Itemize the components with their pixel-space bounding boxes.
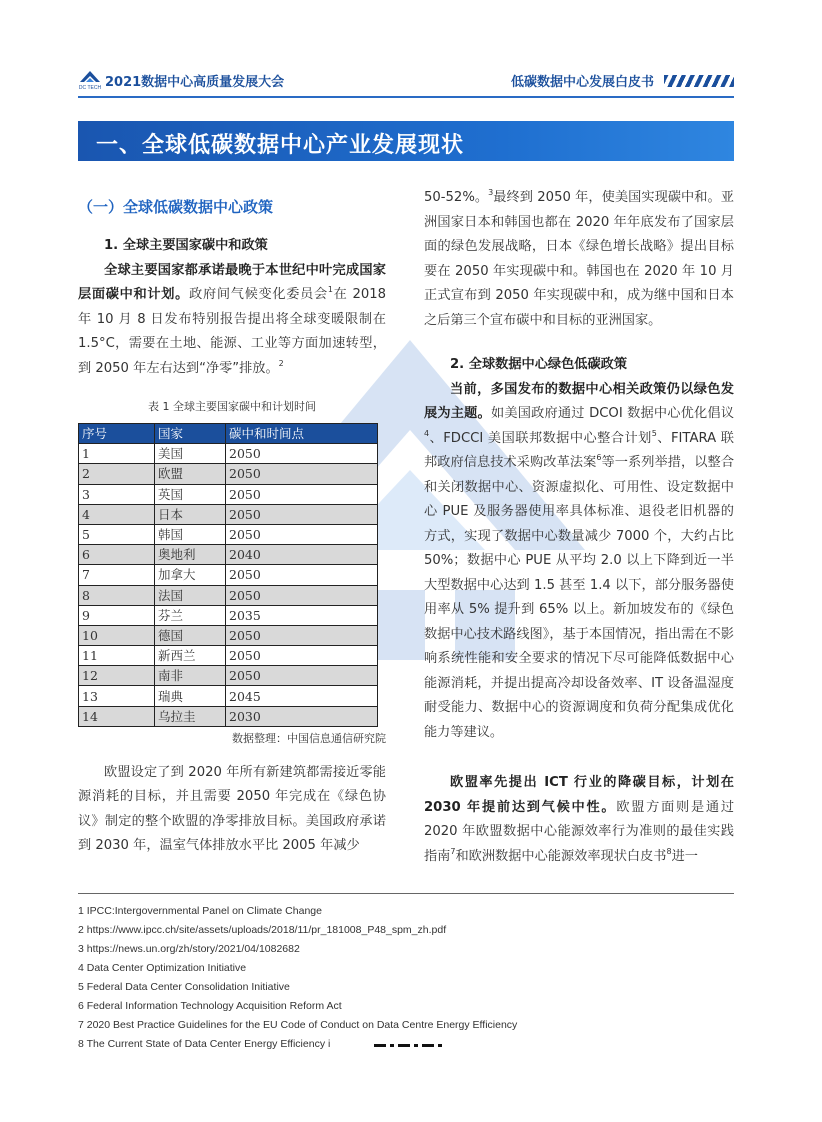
table-row (79, 585, 378, 605)
year-cell: 2050 (226, 524, 378, 544)
paragraph-text: 最终到 2050 年，使美国实现碳中和。亚洲国家日本和韩国也都在 2020 年年底发布了国家层面的绿色发展战略，日本《绿色增长战略》提出目标要在 2050 年实现碳中和。韩国也在 2020 年 10 月正式宣布到 2050 年实现碳中和，成为继中国和日本之后第三个宣布碳中和目标的亚洲国家。 (424, 190, 734, 328)
country-cell: 乌拉圭 (155, 706, 226, 726)
table-row (79, 524, 378, 544)
paragraph-text: 、FDCCI 美国联邦数据中心整合计划 (429, 430, 652, 446)
year-cell: 2050 (226, 504, 378, 524)
table-row (79, 625, 378, 645)
table-row (79, 706, 378, 726)
footnote-item[interactable]: 3 https://news.un.org/zh/story/2021/04/1082682 (78, 943, 300, 955)
column-header: 序号 (79, 424, 155, 444)
country-cell: 芬兰 (155, 605, 226, 625)
footnote-ref[interactable]: 2 (278, 358, 284, 368)
left-column (78, 194, 386, 859)
table-source: 数据整理：中国信息通信研究院 (232, 731, 386, 745)
footnote-ref[interactable]: 8 (666, 846, 672, 856)
footnote-item: 8 The Current State of Data Center Energy Efficiency i (78, 1038, 331, 1050)
column-header: 碳中和时间点 (226, 424, 378, 444)
footnote-item: 4 Data Center Optimization Initiative (78, 962, 247, 974)
paragraph-text: 、FITARA 联邦政府信息技术采购改革法案 (424, 430, 734, 470)
paragraph-text: 政府间气候变化委员会 (189, 287, 328, 302)
table-row (79, 545, 378, 565)
subsection-heading-carbon-neutral: 1. 全球主要国家碳中和政策 (104, 238, 268, 253)
paragraph-lead: 全球主要国家都承诺最晚于本世纪中叶完成国家层面碳中和计划。 (78, 262, 386, 302)
row-index-cell: 3 (79, 484, 155, 504)
footnote-item: 5 Federal Data Center Consolidation Initiative (78, 981, 290, 993)
footnote-item: 1 IPCC:Intergovernmental Panel on Climate Change (78, 905, 322, 917)
row-index-cell: 12 (79, 666, 155, 686)
document-title-group (511, 71, 734, 90)
table-row (79, 484, 378, 504)
table-caption: 表 1 全球主要国家碳中和计划时间 (148, 400, 316, 413)
country-cell: 南非 (155, 666, 226, 686)
country-cell: 法国 (155, 585, 226, 605)
footnote-ref[interactable]: 4 (424, 428, 430, 438)
paragraph-eu-goal: 欧盟设定了到 2020 年所有新建筑都需接近零能源消耗的目标，并且需要 2050 年完成在《绿色协议》制定的整个欧盟的净零排放目标。美国政府承诺到 2030 年，温室气体排放水平比 2005 年减少 (78, 764, 386, 854)
document-title: 低碳数据中心发展白皮书 (510, 75, 654, 90)
footnote-ref[interactable]: 5 (651, 428, 657, 438)
paragraph-text: 和欧洲数据中心能源效率现状白皮书 (455, 848, 667, 864)
row-index-cell: 5 (79, 524, 155, 544)
paragraph-text: 欧盟方面则是通过 2020 年欧盟数据中心能源效率行为准则的最佳实践指南 (424, 799, 735, 864)
page-header (78, 68, 734, 90)
paragraph-lead: 当前，多国发布的数据中心相关政策仍以绿色发展为主题。 (424, 381, 734, 421)
row-index-cell: 14 (79, 706, 155, 726)
dc-tech-logo-icon (78, 68, 102, 90)
row-index-cell: 6 (79, 545, 155, 565)
year-cell: 2050 (226, 585, 378, 605)
footnote-item: 6 Federal Information Technology Acquisition Reform Act (78, 1000, 342, 1012)
svg-text:DC TECH: DC TECH (78, 85, 102, 90)
table-row (79, 666, 378, 686)
row-index-cell: 11 (79, 646, 155, 666)
year-cell: 2050 (226, 666, 378, 686)
country-cell: 美国 (155, 444, 226, 464)
year-cell: 2050 (226, 444, 378, 464)
table-row (79, 504, 378, 524)
row-index-cell: 8 (79, 585, 155, 605)
footnote-item[interactable]: 2 https://www.ipcc.ch/site/assets/uploads/2018/11/pr_181008_P48_spm_zh.pdf (78, 924, 447, 936)
row-index-cell: 7 (79, 565, 155, 585)
footnotes (78, 902, 738, 1054)
footnote-divider (78, 893, 734, 894)
carbon-neutral-table (78, 423, 378, 727)
table-row (79, 464, 378, 484)
paragraph-text: 如美国政府通过 DCOI 数据中心优化倡议 (490, 406, 735, 421)
paragraph-text: 等一系列举措，以整合和关闭数据中心、资源虚拟化、可用性、设定数据中心 PUE 及服务器使用率具体标准、退役老旧机器的方式，实现了数据中心数量减少 7000 个，大约占比 50%；数据中心 PUE 从平均 2.0 以上下降到近一半大型数据中心达到 1.5 甚至 1.4 以下，部分服务器使用率从 5% 提升到 65% 以上。新加坡发布的《绿色数据中心技术路线图》，基于本国情况，指出需在不影响系统性能和安全要求的情况下尽可能降低数据中心能源消耗，并提出提高冷却设备效率、IT 设备温湿度耐受能力、数据中心的资源调度和负荷分配集成优化能力等建议。 (424, 455, 735, 740)
table-header-row (79, 424, 378, 444)
footnote-ref[interactable]: 7 (450, 846, 456, 856)
chapter-banner (78, 121, 734, 161)
year-cell: 2050 (226, 646, 378, 666)
paragraph-eu-ict (424, 771, 734, 869)
paragraph-carbon-neutral (78, 259, 386, 382)
subsection-heading-green-policy: 2. 全球数据中心绿色低碳政策 (450, 357, 628, 372)
paragraph-text: 进一 (671, 848, 698, 864)
table-row (79, 444, 378, 464)
row-index-cell: 4 (79, 504, 155, 524)
country-cell: 奥地利 (155, 545, 226, 565)
chapter-title: 一、全球低碳数据中心产业发展现状 (96, 133, 465, 158)
country-cell: 欧盟 (155, 464, 226, 484)
right-column (424, 186, 734, 869)
year-cell: 2050 (226, 625, 378, 645)
footnote-ref[interactable]: 3 (488, 188, 494, 197)
country-cell: 德国 (155, 625, 226, 645)
row-index-cell: 2 (79, 464, 155, 484)
table-row (79, 565, 378, 585)
table-row (79, 605, 378, 625)
year-cell: 2035 (226, 605, 378, 625)
footnote-item: 7 2020 Best Practice Guidelines for the EU Code of Conduct on Data Centre Energy Efficiency (78, 1019, 518, 1031)
footnote-ref[interactable]: 6 (596, 453, 602, 462)
table-row (79, 686, 378, 706)
country-cell: 日本 (155, 504, 226, 524)
page-indicator-decoration (374, 1044, 446, 1047)
country-cell: 瑞典 (155, 686, 226, 706)
header-divider (78, 96, 734, 98)
paragraph-text: 50-52%。 (424, 190, 489, 205)
table-row (79, 646, 378, 666)
paragraph-continued (424, 186, 734, 333)
section-heading-policy: （一）全球低碳数据中心政策 (78, 198, 274, 216)
year-cell: 2050 (226, 464, 378, 484)
column-header: 国家 (155, 424, 226, 444)
country-cell: 加拿大 (155, 565, 226, 585)
year-cell: 2030 (226, 706, 378, 726)
country-cell: 韩国 (155, 524, 226, 544)
year-cell: 2050 (226, 484, 378, 504)
country-cell: 新西兰 (155, 646, 226, 666)
row-index-cell: 13 (79, 686, 155, 706)
footnote-ref[interactable]: 1 (327, 285, 333, 294)
year-cell: 2040 (226, 545, 378, 565)
year-cell: 2050 (226, 565, 378, 585)
header-stripes-decoration (664, 75, 734, 87)
row-index-cell: 9 (79, 605, 155, 625)
paragraph-text: 在 2018 年 10 月 8 日发布特别报告提出将全球变暖限制在 1.5°C，需要在土地、能源、工业等方面加速转型，到 2050 年左右达到“净零”排放。 (78, 287, 387, 376)
paragraph-lead: 欧盟率先提出 ICT 行业的降碳目标，计划在 2030 年提前达到气候中性。 (424, 775, 734, 815)
conference-title: 2021数据中心高质量发展大会 (105, 75, 285, 90)
row-index-cell: 10 (79, 625, 155, 645)
year-cell: 2045 (226, 686, 378, 706)
country-cell: 英国 (155, 484, 226, 504)
row-index-cell: 1 (79, 444, 155, 464)
paragraph-green-policy (424, 378, 734, 746)
